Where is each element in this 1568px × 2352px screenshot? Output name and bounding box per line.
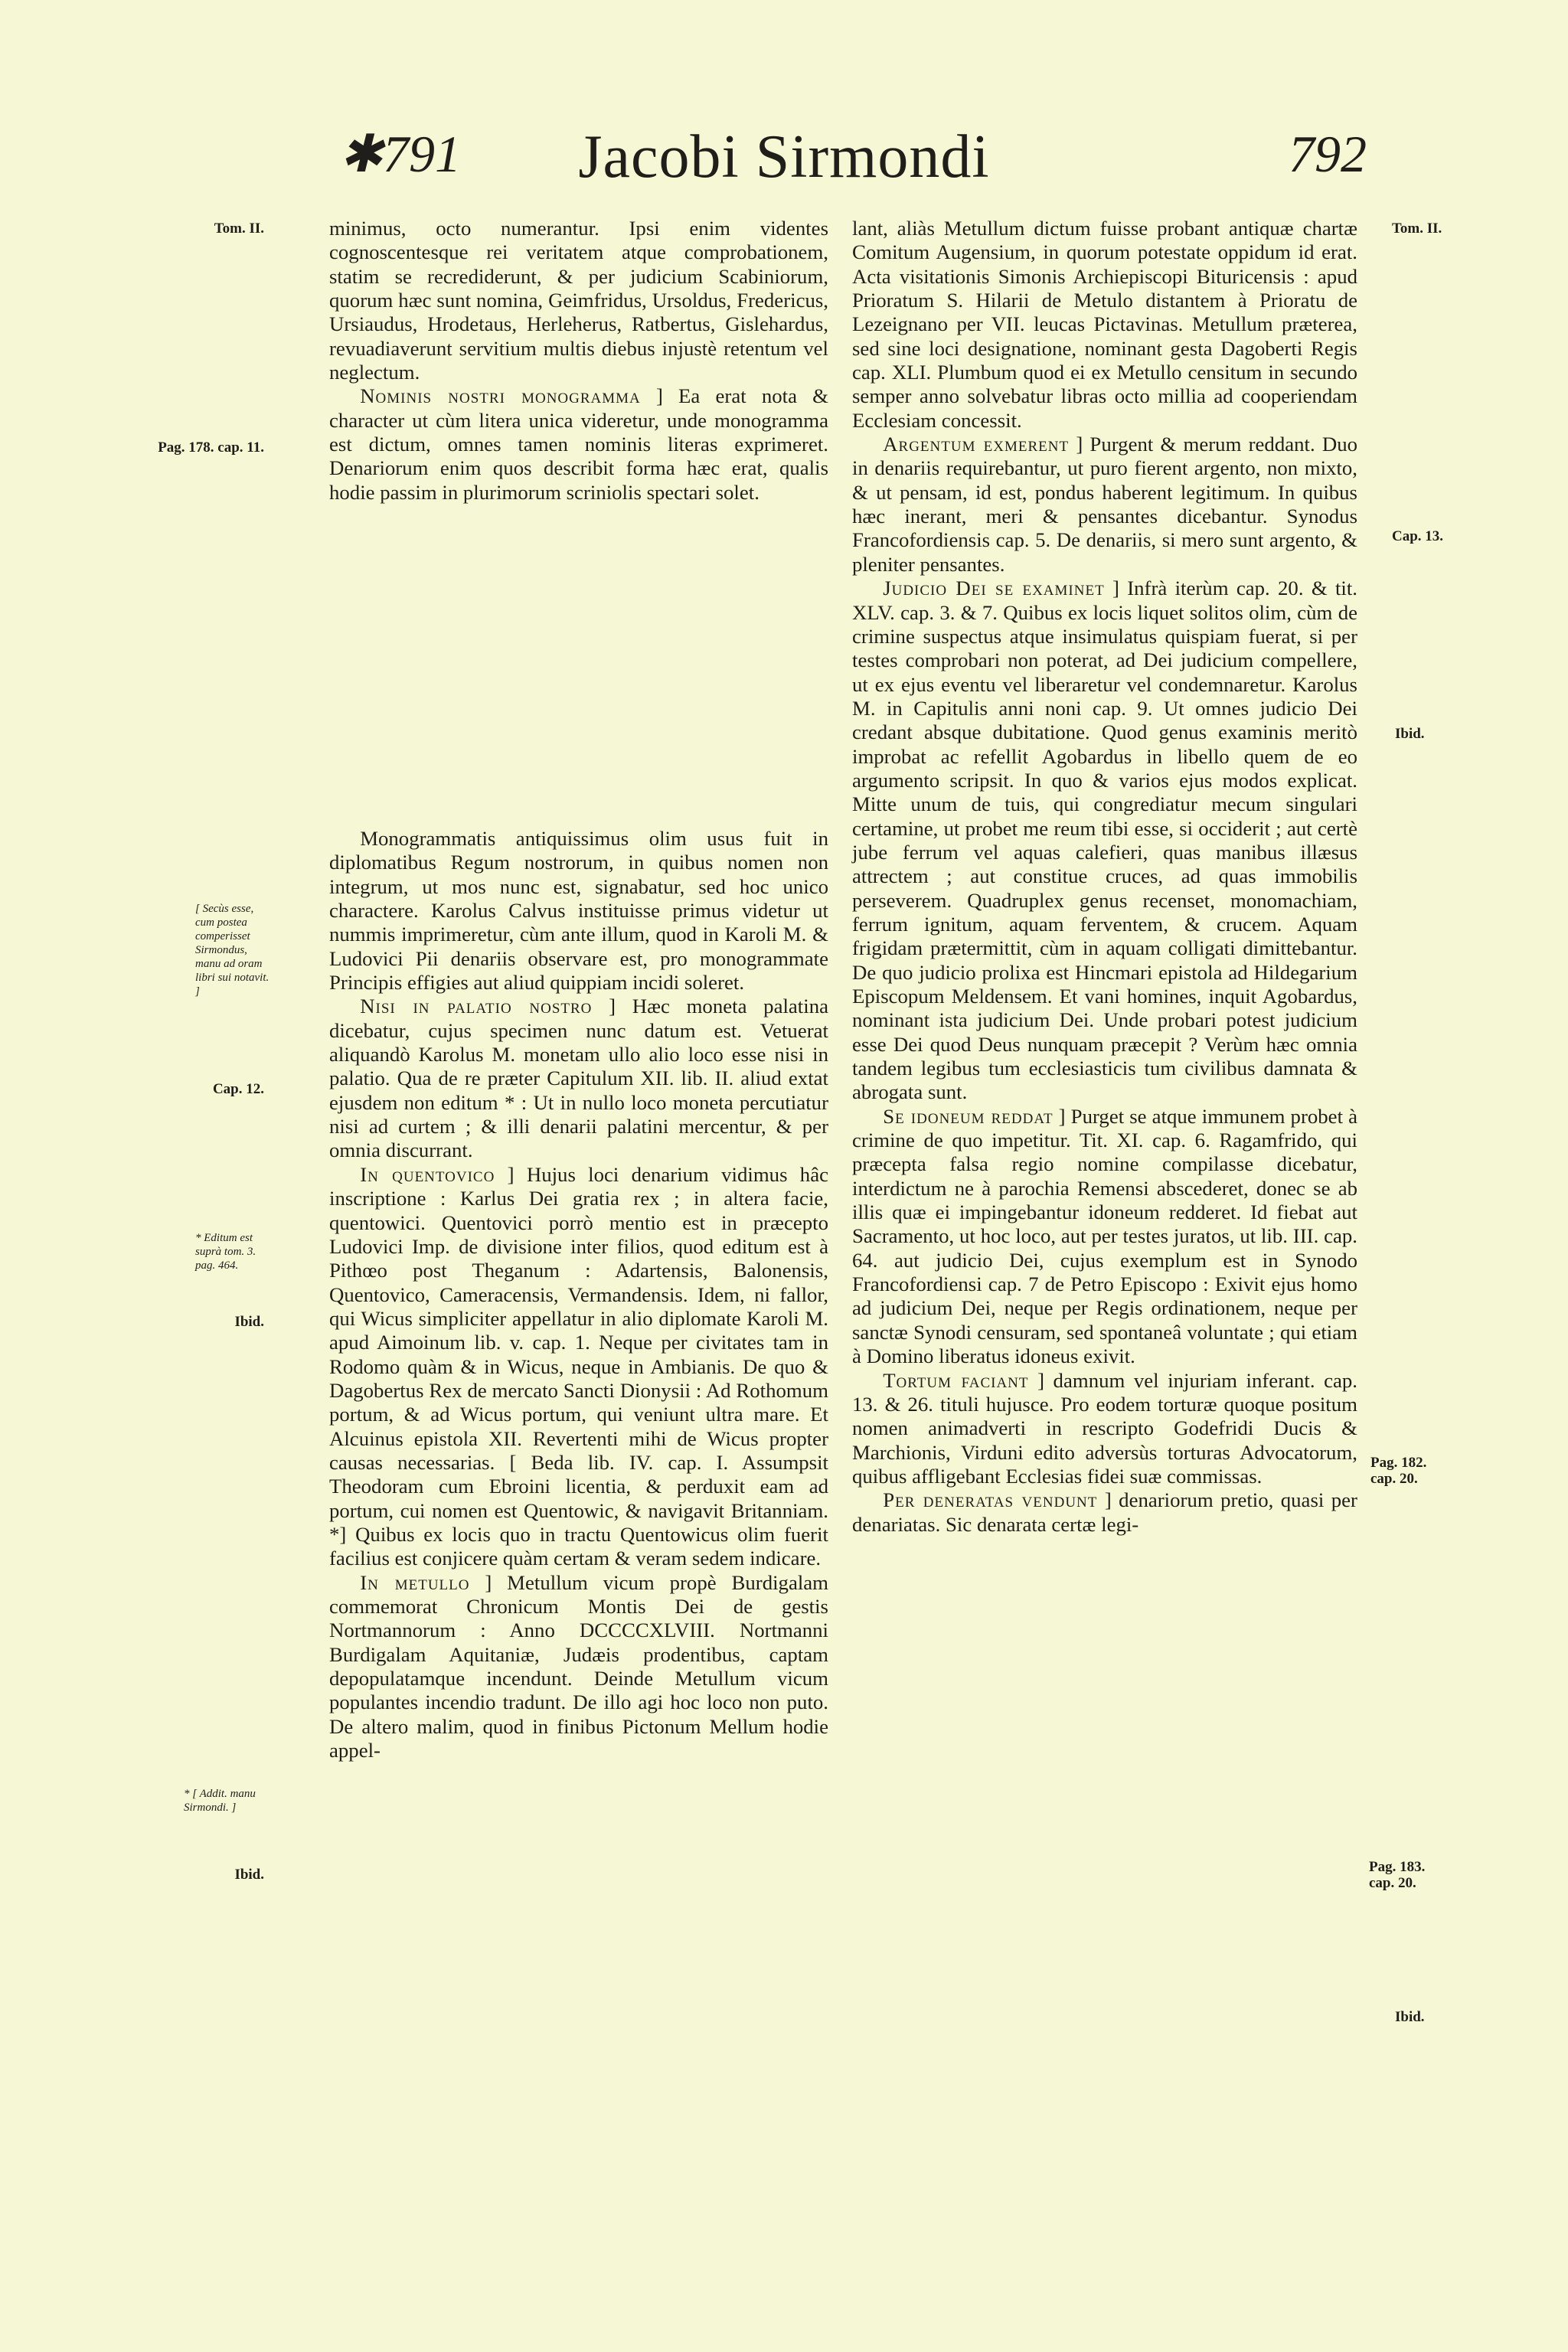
lemma: Per deneratas vendunt <box>883 1488 1098 1512</box>
margin-note-ibid-1: Ibid. <box>234 1314 264 1330</box>
paragraph: lant, aliàs Metullum dictum fuisse probant antiquæ chartæ Comitum Augensium, in quorum potestate oppidum id erat. Acta visitationis Simonis Archiepiscopi Bituricensis : apud Prioratum S. Hilarii de Metulo distantem à Prioratu de Lezeignano per VII. leucas Pictavinas. Metullum præterea, sed sine loci designatione, nominant gesta Dagoberti Regis cap. XLI. Plumbum quod ei ex Metullo censitum in secundo semper anno solvebatur libras octo millia ad cooperiendam Ecclesiam concessit. <box>852 217 1357 432</box>
paragraph-monogramma: Nominis nostri monogramma ] Ea erat nota & character ut cùm litera unica videretur, unde monogramma est dictum, omnes tamen nominis literas exprimeret. Denariorum enim quos describit forma hæc erat, qualis hodie passim in plurimorum scriniolis spectari solet. <box>329 384 828 504</box>
margin-note-addit: * [ Addit. manu Sirmondi. ] <box>184 1788 256 1814</box>
lemma: In quentovico <box>360 1162 495 1186</box>
right-column <box>852 217 1357 1537</box>
lemma: Argentum exmerent <box>883 433 1070 456</box>
paragraph-monogrammatis: Monogrammatis antiquissimus olim usus fuit in diplomatibus Regum nostrorum, in quibus nomen non integrum, ut mos nunc est, signabatur, sed hoc unico charactere. Karolus Calvus instituisse primus videtur ut nummis imprimeretur, cùm ante illum, quod in Karoli M. & Ludovici Pii denariis observare est, pro monogrammate Principis effigies aut aliud quippiam incidi soleret. <box>329 827 828 995</box>
margin-note-ibid-r2: Ibid. <box>1395 2009 1425 2025</box>
lemma: Nisi in palatio nostro <box>360 995 593 1018</box>
margin-note-secus: [ Secùs esse, cum postea comperisset Sirmondus, manu ad oram libri sui notavit. ] <box>195 903 270 998</box>
margin-note-ibid-r1: Ibid. <box>1395 726 1425 742</box>
paragraph-idoneum: Se idoneum reddat ] Purget se atque immunem probet à crimine de quo impetitur. Tit. XI. cap. 6. Ragamfrido, qui præcepta falsa regio nomine compilasse dicebatur, interdictum ne à parochia Remensi abscederet, donec se ab illis quæ ei impingebantur idoneum redderet. Id fiebat aut Sacramento, ut hoc loco, aut per testes juratos, ut lib. III. cap. 64. aut judicio Dei, cujus exemplum est in Synodo Francofordiensi cap. 7 de Petro Episcopo : Exivit ejus homo ad judicium Dei, neque per Regis ordinationem, neque per sanctæ Synodi censuram, sed spontaneâ voluntate ; qui etiam à Domino liberatus idoneus exivit. <box>852 1104 1358 1368</box>
margin-note-pag-183: Pag. 183. cap. 20. <box>1369 1859 1426 1891</box>
page-number-left: ✱791 <box>339 125 461 183</box>
paragraph-judicio: Judicio Dei se examinet ] Infrà iterùm cap. 20. & tit. XLV. cap. 3. & 7. Quibus ex locis liquet solitos olim, cùm de crimine suspectus atque insimulatus quispiam fuerat, si per testes comprobari non poterat, ad Dei judicium compellere, ut ex ejus eventu vel liberaretur vel condemnaretur. Karolus M. in Capitulis anni noni cap. 9. Ut omnes judicio Dei credant absque dubitatione. Quod genus examinis meritò improbat ac refellit Agobardus in libello quem de eo argumento scripsit. In quo & varios ejus modos explicat. Mitte unum de tuis, qui congrediatur mecum singulari certamine, ut probet me reum tibi esse, si occiderit ; aut certè jube ferrum vel aquas calefieri, quas manibus illæsus attrectem ; aut constitue cruces, ad quas immobilis perseverem. Quadruplex genus recenset, monomachiam, ferrum ignitum, aquam ferventem, & crucem. Aquam frigidam prætermittit, cùm in aquam colligati dimittebantur. De quo judicio prolixa est Hincmari epistola ad Hildegarium Episcopum Meldensem. Et vani homines, inquit Agobardus, nominant ista judicium Dei. Unde probari potest judicium esse Dei quod Deus nunquam præcepit ? Verùm hæc omnia tandem legibus tum ecclesiasticis tum civilibus damnata & abrogata sunt. <box>852 577 1358 1104</box>
margin-note-editum: * Editum est suprà tom. 3. pag. 464. <box>195 1232 256 1272</box>
margin-note-pag-182: Pag. 182. cap. 20. <box>1370 1455 1427 1487</box>
page-number-right: 792 <box>1289 125 1367 183</box>
margin-note-cap-13: Cap. 13. <box>1392 528 1444 544</box>
paragraph-quentovico: In quentovico ] Hujus loci denarium vidimus hâc inscriptione : Karlus Dei gratia rex ; in altera facie, quentowici. Quentovici porrò mentio est in præcepto Ludovici Imp. de divisione inter filios, quod editum est à Pithœo post Theganum : Adartensis, Balonensis, Quentovico, Cameracensis, Vermandensis. Idem, ni fallor, qui Wicus simpliciter appellatur in alio diplomate Karoli M. apud Aimoinum lib. v. cap. 1. Neque per civitates tam in Rodomo quàm & in Wicus, neque in Ambianis. De quo & Dagobertus Rex de mercato Sancti Dionysii : Ad Rothomum portum, & ad Wicus portum, qui veniunt ultra mare. Et Alcuinus epistola XII. Revertenti mihi de Wicus propter causas necessarias. [ Beda lib. IV. cap. I. Assumpsit Theodoram cum Ebroini licentia, & perduxit eam ad portum, cui nomen est Quentowic, & navigavit Britanniam. *] Quibus ex locis quo in tractu Quentowicus olim fuerit facilius est conjicere quàm certam & veram sedem indicare. <box>329 1162 828 1570</box>
margin-note-pag-178: Pag. 178. cap. 11. <box>158 439 264 456</box>
paragraph-tortum: Tortum faciant ] damnum vel injuriam inferant. cap. 13. & 26. tituli hujusce. Pro eodem torturæ quoque positum nomen animadverti in rescripto Godefridi Ducis & Marchionis, Virduni edito adversùs torturas Advocatorum, quibus affligebant Ecclesias fidei suæ commissas. <box>852 1368 1357 1488</box>
paragraph-deneratas: Per deneratas vendunt ] denariorum pretio, quasi per denariatas. Sic denarata certæ legi- <box>852 1488 1357 1536</box>
running-title: Jacobi Sirmondi <box>578 123 990 191</box>
paragraph-argentum: Argentum exmerent ] Purgent & merum reddant. Duo in denariis requirebantur, ut puro fierent argento, non mixto, & ut pensam, id est, pondus haberent legitimum. In quibus hæc inerant, meri & pensantes dicebantur. Synodus Francofordiensis cap. 5. De denariis, si mero sunt argento, & pleniter pensantes. <box>852 433 1357 576</box>
paragraph: minimus, octo numerantur. Ipsi enim videntes cognoscentesque rei veritatem atque comprobationem, statim se recrediderunt, & per judicium Scabiniorum, quorum hæc sunt nomina, Geimfridus, Ursoldus, Fredericus, Ursiaudus, Hrodetaus, Herleherus, Ratbertus, Gislehardus, revuadiaverunt servitium multis diebus injustè retentum vel neglectum. <box>329 217 828 384</box>
margin-note-cap-12: Cap. 12. <box>212 1081 264 1097</box>
left-column-top <box>329 217 828 505</box>
lemma: Se idoneum reddat <box>883 1104 1054 1128</box>
lemma: Tortum faciant <box>883 1368 1029 1392</box>
lemma: Judicio Dei se examinet <box>883 577 1105 600</box>
margin-note-tom: Tom. II. <box>214 220 264 237</box>
paragraph-metullo: In metullo ] Metullum vicum propè Burdigalam commemorat Chronicum Montis Dei de gestis Nortmannorum : Anno DCCCCXLVIII. Nortmanni Burdigalam Aquitaniæ, Judæis prodentibus, captam depopulatamque incendunt. Deinde Metullum vicum populantes incendio tradunt. De illo agi hoc loco non puto. De altero malim, quod in finibus Pictonum Mellum hodie appel- <box>329 1570 829 1762</box>
lemma: In metullo <box>360 1570 470 1594</box>
margin-note-tom-right: Tom. II. <box>1392 220 1442 237</box>
margin-note-ibid-2: Ibid. <box>234 1867 264 1883</box>
left-column-bottom <box>329 827 828 1762</box>
paragraph-palatio: Nisi in palatio nostro ] Hæc moneta palatina dicebatur, cujus specimen nunc datum est. Vetuerat aliquandò Karolus M. monetam ullo alio loco esse nisi in palatio. Qua de re præter Capitulum XII. lib. II. aliud extat ejusdem non editum * : Ut in nullo loco moneta percutiatur nisi ad curtem ; & illi denarii palatini mercentur, & per omnia discurrant. <box>329 995 828 1162</box>
lemma: Nominis nostri monogramma <box>360 384 641 408</box>
